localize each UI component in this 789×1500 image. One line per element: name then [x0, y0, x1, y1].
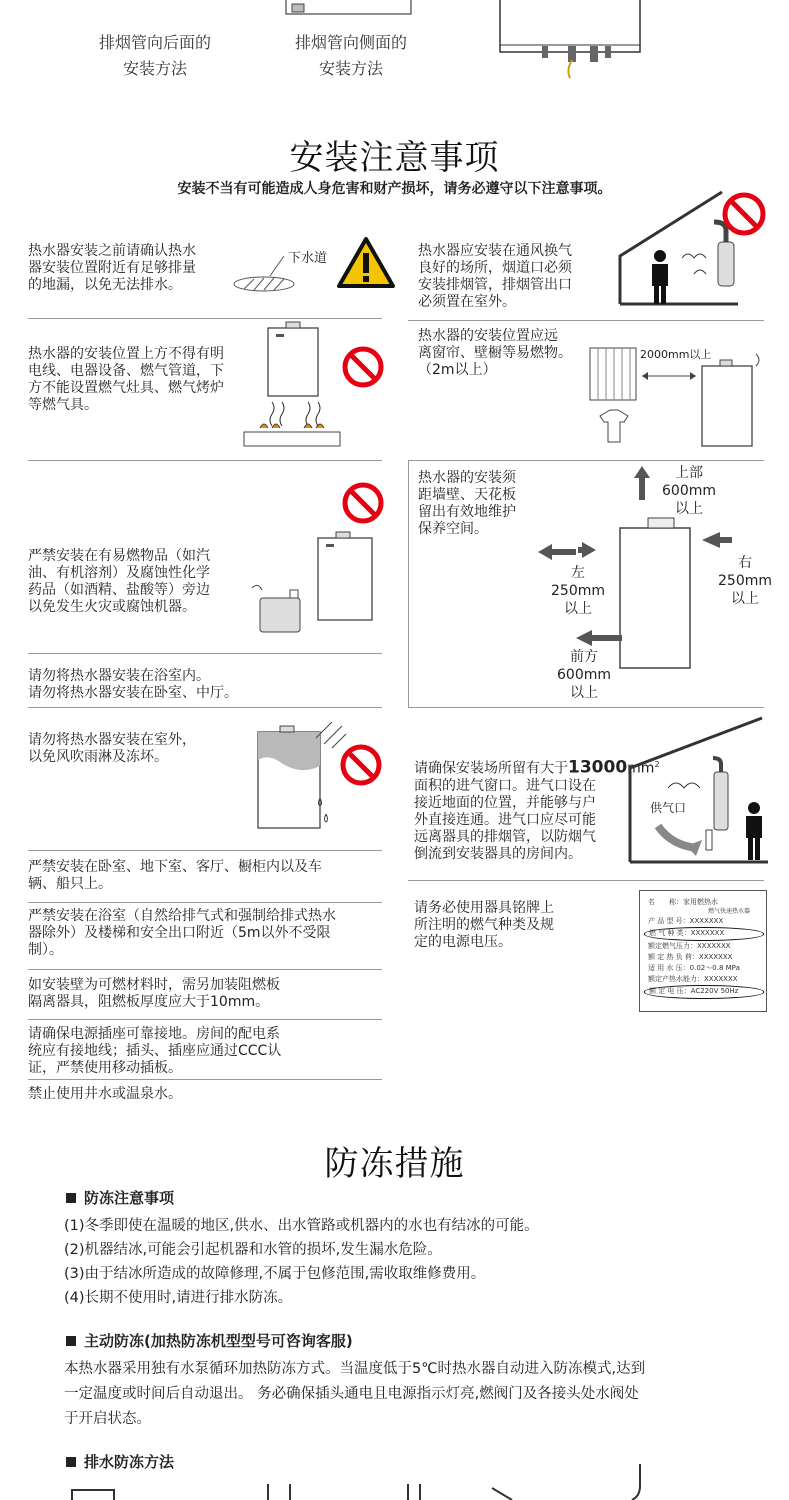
notes-title: 安装注意事项 [289, 138, 500, 178]
note-no-bathroom: 请勿将热水器安装在浴室内。 请勿将热水器安装在卧室、中厅。 [28, 668, 238, 701]
drain-steps-illustration [0, 1462, 789, 1500]
notes-subtitle: 安装不当有可能造成人身危害和财产损坏，请务必遵守以下注意事项。 [177, 181, 612, 197]
note-no-well-water: 禁止使用井水或温泉水。 [28, 1086, 182, 1102]
heater-near-chemicals-illustration [250, 530, 380, 640]
heater-over-stove-illustration [242, 322, 342, 452]
note-keep-distance: 热水器的安装位置应远 离窗帘、壁橱等易燃物。 （2m以上） [418, 328, 572, 378]
nameplate-line: 适 用 水 压：0.02～0.8 MPa [648, 964, 740, 973]
distance-label-2000: 2000mm以上 [640, 348, 712, 361]
divider [28, 902, 382, 903]
nameplate [639, 890, 767, 1012]
note-no-outdoor: 请勿将热水器安装在室外， 以免风吹雨淋及冻坏。 [28, 732, 196, 765]
antifreeze-item: (1)冬季即使在温暖的地区,供水、出水管路或机器内的水也有结冰的可能。 [64, 1218, 539, 1234]
nameplate-line: 产 品 型 号：XXXXXXX [648, 917, 724, 926]
antifreeze-title: 防冻措施 [324, 1144, 465, 1184]
divider [28, 460, 382, 461]
air-inlet-room-illustration [628, 716, 778, 866]
prohibit-icon [340, 480, 386, 526]
divider [28, 707, 382, 708]
nameplate-line: 燃 气 种 类：XXXXXXX [644, 927, 764, 940]
air-inlet-unit: mm [627, 760, 655, 777]
antifreeze-section-drain-text: 排水防冻方法 [84, 1453, 175, 1471]
note-flammables: 严禁安装在有易燃物品（如汽 油、有机溶剂）及腐蚀性化学 药品（如酒精、盐酸等）旁边 以免发生火灾或腐蚀机器。 [28, 548, 210, 615]
divider [28, 653, 382, 654]
divider [408, 880, 764, 881]
divider [408, 460, 409, 707]
ventilated-room-illustration [612, 186, 772, 316]
nameplate-line: 额定燃气压力：XXXXXXX [648, 941, 731, 950]
warning-triangle-icon [336, 236, 396, 290]
air-inlet-text-b: 面积的进气窗口。进气口设在 接近地面的位置，并能够与户 外直接连通。进气口应尽可能 远离器具的排烟管，以防烟气 倒流到安装器具的房间内。 [414, 777, 596, 862]
antifreeze-section-active-text: 主动防冻(加热防冻机型型号可咨询客服) [84, 1332, 353, 1350]
nameplate-line: 名 称：家用燃热水 [648, 898, 718, 906]
antifreeze-item: (4)长期不使用时,请进行排水防冻。 [64, 1290, 293, 1306]
divider [408, 707, 764, 708]
divider [28, 1019, 382, 1020]
prohibit-icon [340, 344, 386, 390]
divider [28, 1079, 382, 1080]
nameplate-line: 燃气快速热水器 [708, 908, 751, 916]
air-inlet-label: 供气口 [650, 801, 687, 815]
nameplate-line: 额定产热水能力：XXXXXXX [648, 975, 738, 984]
note-drain: 热水器安装之前请确认热水 器安装位置附近有足够排量 的地漏，以免无法排水。 [28, 243, 196, 293]
note-air-inlet [414, 739, 660, 880]
antifreeze-item: (3)由于结冰所造成的故障修理,不属于包修范围,需收取维修费用。 [64, 1266, 486, 1282]
clearance-left-label: 左 250mm 以上 [551, 565, 605, 617]
prohibit-icon [338, 742, 384, 788]
divider [28, 850, 382, 851]
divider [408, 320, 764, 321]
air-inlet-area: 13000 [568, 757, 628, 778]
divider [28, 969, 382, 970]
floor-drain-icon [232, 274, 302, 294]
clearance-front-label: 前方 600mm 以上 [557, 649, 611, 701]
note-grounding: 请确保电源插座可靠接地。房间的配电系 统应有接地线；插头、插座应通过CCC认 证，严禁使用移动插板。 [28, 1026, 282, 1076]
note-clearance: 热水器的安装须 距墙壁、天花板 留出有效地维护 保养空间。 [418, 470, 516, 537]
nameplate-line: 额 定 热 负 荷：XXXXXXX [648, 952, 733, 961]
air-inlet-unit-sup: 2 [654, 760, 660, 769]
nameplate-line: 额 定 电 压：AC220V 50Hz [644, 985, 764, 998]
antifreeze-item: (2)机器结冰,可能会引起机器和水管的损坏,发生漏水危险。 [64, 1242, 442, 1258]
clearance-top-label: 上部 600mm 以上 [662, 465, 716, 517]
note-above-below: 热水器的安装位置上方不得有明 电线、电器设备、燃气管道，下 方不能设置燃气灶具、燃气烤炉 等燃气具。 [28, 346, 224, 413]
antifreeze-section-active-title [66, 1330, 353, 1351]
note-ventilation: 热水器应安装在通风换气 良好的场所，烟道口必须 安装排烟管，排烟管出口 必须置在室外。 [418, 243, 572, 310]
note-nameplate: 请务必使用器具铭牌上 所注明的燃气种类及规 定的电源电压。 [414, 900, 554, 950]
caption-side-exhaust: 排烟管向侧面的 安装方法 [294, 33, 407, 78]
note-no-stairs: 严禁安装在浴室（自然给排气式和强制给排式热水 器除外）及楼梯和安全出口附近（5m以外不受限 制）。 [28, 908, 336, 958]
caption-back-exhaust: 排烟管向后面的 安装方法 [98, 33, 211, 78]
note-drain-label: 下水道 [288, 251, 328, 266]
air-inlet-text-a: 请确保安装场所留有大于 [414, 760, 568, 777]
note-flame-retardant: 如安装壁为可燃材料时，需另加装阻燃板 隔离器具，阻燃板厚度应大于10mm。 [28, 977, 280, 1010]
antifreeze-section-notes-title [66, 1187, 174, 1208]
clearance-right-label: 右 250mm 以上 [718, 555, 772, 607]
divider [408, 460, 764, 461]
antifreeze-active-text: 本热水器采用独有水泵循环加热防冻方式。当温度低于5℃时热水器自动进入防冻模式,达到 一定温度或时间后自动退出。 务必确保插头通电且电源指示灯亮,燃阀门及各接头处水阀处 于开启状态。 [64, 1361, 646, 1427]
divider [28, 318, 382, 319]
antifreeze-section-notes-text: 防冻注意事项 [84, 1189, 175, 1207]
note-no-bedroom: 严禁安装在卧室、地下室、客厅、橱柜内以及车 辆、船只上。 [28, 859, 322, 892]
